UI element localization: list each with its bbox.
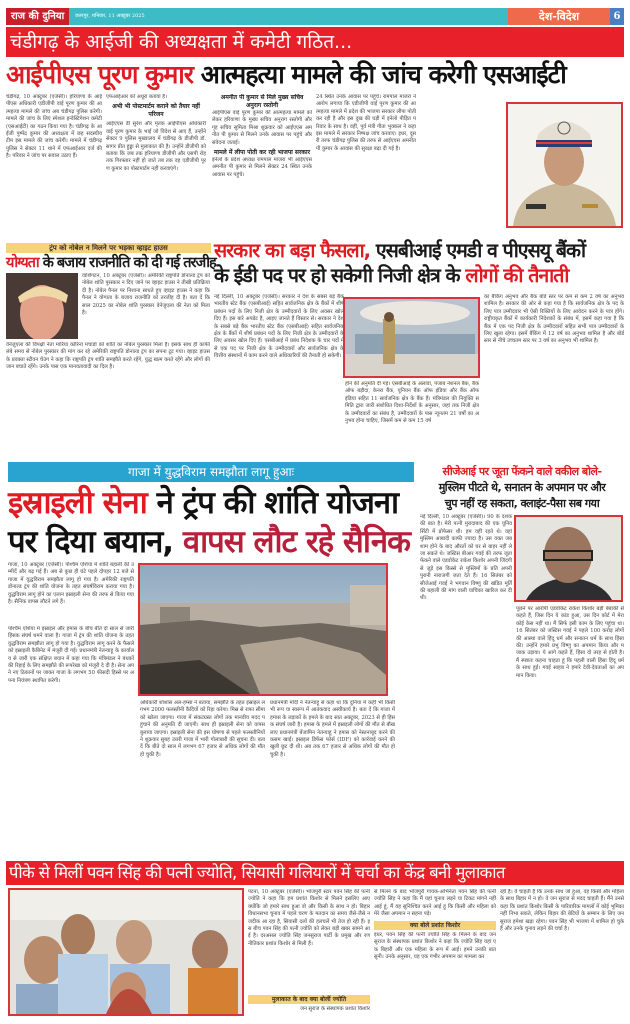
story1-photo[interactable] bbox=[506, 102, 623, 228]
story4-col2: अधिकारी शोशांस अल-हम्सा ने बताया, समझौते के तहत इस्राइल लगभग 2000 फलस्तीनी कैदियों को रिहा करेगा। मिस्र से राफा सीमा को खोला जाएगा। गाजा में संकटग्रस्त लोगों तक मानवीय मदद पहुंचाने की अनुमति दी जाएगी। साथ ही इस्राइली सेना को वापस बुलाया जाएगा। इस्राइली सेना की इस घोषणा से पहले फलस्तीनियों ने शुक्रवार सुबह उत्तरी गाजा में भारी गोलाबारी की सूचना दी। बता दें कि बीते दो साल में लगभग 67 हजार से अधिक लोगों की मौत हो चुकी है। bbox=[140, 700, 265, 758]
sbi-bank-guard-photo-icon bbox=[345, 299, 478, 376]
police-officer-portrait-icon bbox=[508, 104, 621, 226]
story6-headline-bar bbox=[6, 861, 624, 885]
story1-col1: चंडीगढ़, 10 अक्टूबर (एजेंसी)। हरियाणा के आईपीएस अधिकारी एडीजीपी वाई पूरण कुमार की आत्महत्या मामले की जांच अब चंडीगढ़ पुलिस करेगी। मामले की जांच के लिए स्पेशल इन्वेस्टिगेशन कमेटी (एसआईटी) का गठन किया गया है। चंडीगढ़ के आईजी पुष्पेंद्र कुमार की अध्यक्षता में छह सदस्यीय टीम इस मामले की जांच करेगी। मामले में चंडीगढ़ पुलिस ने सेक्टर 11 थाने में एफआईआर दर्ज की है। परिवार ने जांच पर सवाल उठाए हैं। bbox=[6, 94, 102, 160]
story4-col3: प्रधानमंत्री मोदी ने नेतन्याहू से कहा था कि दुनिया में कहीं भी किसी भी रूप या स्वरूप में आतंकवाद अस्वीकार्य है। बता दें कि गाजा में हमास के लड़ाकों के हमले के बाद सात अक्टूबर, 2023 से ही हिंसक संघर्ष जारी है। हमास के हमले में इस्राइली लोगों की मौत से बौखलाए प्रधानमंत्री बेंजामिन नेतन्याहू ने हमास को नेस्तनाबूद करने की कसम खाई। इस्राइल डिफेंस फोर्स (IDF) को कार्रवाई करने की खुली छूट दी थी। अब तक 67 हजार से अधिक लोगों की मौत हो चुकी है। bbox=[270, 700, 395, 758]
gaza-rubble-photo-icon bbox=[140, 565, 386, 694]
story3-headline-black1: एसबीआई एमडी व पीएसयू बैंकों bbox=[375, 239, 586, 262]
story2-headline-black: के बजाय राजनीति को दी गई तरजीह bbox=[42, 255, 216, 271]
story1-col4: 24 स्थित उनके आवास पर पहुंचे। रामपाल माजरा ने आरोप लगाया कि एडीजीपी वाई पूरण कुमार की आत्महत्या मामले में प्रदेश की भाजपा सरकार लीपा पोती कर रही है और इस दुख की घड़ी में इनेलो पीड़ित परिवार के साथ है। वहीं, पूर्व मंत्री गीता भुक्कल ने कहा इस मामले में सरकार निष्पक्ष जांच करवाए। इधर, दूसरी तरफ चंडीगढ़ पुलिस की तरफ से आईएएस अमनीत पी कुमार के आवास की सुरक्षा बढ़ा दी गई है। bbox=[316, 94, 416, 152]
dateline: छतरपुर, शनिवार, 11 अक्टूबर 2025 bbox=[69, 8, 508, 25]
prashant-kishor-jyoti-singh-photo-icon bbox=[10, 890, 242, 1014]
story4-photo[interactable] bbox=[138, 563, 388, 696]
story6-col2-body: से मिलने के बाद भोजपुरी गायक-अभिनेता पवन सिंह की पत्नी ज्योति सिंह ने कहा कि मैं यहां चुनाव लड़ने या टिकट मांगने नहीं आई हूं, मैं यह सुनिश्चित करने आई हूं कि किसी और महिला को मेरे जैसा अपमान न सहना पड़े। bbox=[374, 889, 496, 918]
story6-col2 bbox=[374, 889, 496, 1021]
rakesh-kishore-portrait-icon bbox=[516, 517, 621, 600]
story3-headline-black2: के ईडी पद पर हो सकेगी निजी क्षेत्र के bbox=[214, 264, 460, 287]
story1-col3-body: आईपीएस वाई पूरण कुमार की आत्महत्या मामले को लेकर हरियाणा के मुख्य सचिव अनुराग रस्तोगी और गृह सचिव सुमिता मिश्रा शुक्रवार को आईएएस अमनीत पी कुमार से मिलने उनके आवास पर पहुंचे और संवेदना जताई। bbox=[212, 110, 312, 146]
story1-col3 bbox=[212, 94, 312, 234]
story4-headline-black2: पर दिया बयान, bbox=[8, 524, 174, 560]
masthead bbox=[6, 8, 624, 25]
story6-col1-body: पटना, 10 अक्टूबर (एजेंसी)। भोजपुरी स्टार पवन सिंह की पत्नी ज्योति ने कहा कि हम प्रशांत किशोर से मिलने इसलिए आए क्योंकि जो हमारे साथ हुआ वो और किसी के साथ न हो। बिहार विधानसभा चुनाव में पहले चरण के मतदान का समय जैसे-जैसे नजदीक आ रहा है, सियासी दलों की हलचलें भी तेज हो रही हैं। इस बीच पवन सिंह की पत्नी ज्योति को लेकर बड़ी खबर सामने आई है। दरअसल ज्योति सिंह जनसुराज पार्टी के प्रमुख और रणनीतिकार प्रशांत किशोर से मिली हैं। bbox=[248, 889, 370, 947]
story6-photo[interactable] bbox=[8, 888, 244, 1016]
story4-headline-red2: वापस लौट रहे सैनिक bbox=[182, 524, 410, 560]
story3-headline[interactable] bbox=[214, 238, 585, 288]
story5-col1: नई दिल्ली, 10 अक्टूबर (एजेंसी)। 90 के दशक की बात है। मेरी पत्नी मुरादाबाद की एक यूनिवर्सिटी में प्रोफेसर थी। हम वहीं रहते थे। वहां मुस्लिम आबादी काफी ज्यादा है। उस वक्त जब शाम होने के बाद औरतों को घर से बाहर नहीं ले जा सकते थे। जस्टिस बीआर गवई की तरफ जूता फेंकने वाले एडवोकेट राकेश किशोर अपनी जिंदगी से जुड़े इस किस्से से मुस्लिमों के प्रति अपनी पुरानी नाराजगी जता देते हैं। 16 सितंबर को सीजेआई गवई ने भगवान विष्णु की खंडित मूर्ति की बहाली की मांग वाली याचिका खारिज कर दी थी। bbox=[420, 514, 512, 602]
story4-col1-top: गाजा, 10 अक्टूबर (एजेंसी)। पश्चिम एशिया में शांति बहाली की उम्मीदें और बढ़ गई हैं। अब से कुछ ही घंटे पहले दोपहर 12 बजे से गाजा में युद्धविराम समझौता लागू हो गया है। अमेरिकी राष्ट्रपति डोनाल्ड ट्रंप की शांति योजना के तहत संघर्षविराम कराया गया है। युद्धविराम लागू होने का एलान इस्राइली सेना की तरफ से किया गया है। सैनिक वापस लौटने लगे हैं। bbox=[8, 562, 134, 606]
story6-headline[interactable]: पीके से मिलीं पवन सिंह की पत्नी ज्योति, सियासी गलियारों में चर्चा का केंद्र बनी मुलाकात bbox=[9, 863, 505, 882]
story2-body-top: वाशिंगटन, 10 अक्टूबर (एजेंसी)। अमेरिकी राष्ट्रपति डोनाल्ड ट्रंप को नोबेल शांति पुरस्कार न दिए जाने पर व्हाइट हाउस ने तीखी प्रतिक्रिया दी है। नोबेल पैनल पर निशाना साधते हुए व्हाइट हाउस ने कहा कि पैनल ने योग्यता के बजाय राजनीति को तरजीह दी है। बता दें कि साल 2025 का नोबेल शांति पुरस्कार वेनेजुएला की नेता को मिला है। bbox=[82, 273, 210, 317]
story1-col2-lead: एफआईआर को अधूरा बताया है। bbox=[106, 94, 168, 100]
story4-col1-bottom: पश्चिम एशिया में इस्राइल और हमास के बीच बीते दो साल से जारी हिंसक संघर्ष थमने वाला है। गाजा में ट्रंप की शांति योजना के तहत युद्धविराम समझौता लागू हो गया है। युद्धविराम लागू करने के फैसले को इस्राइली कैबिनेट में मंजूरी दी गई। प्रधानमंत्री नेतन्याहू के कार्यालय से जारी एक संक्षिप्त बयान में कहा गया कि मंत्रिमंडल ने बंधकों की रिहाई के लिए समझौते की रूपरेखा को मंजूरी दे दी है। सेना अपने नए ठिकानों पर जाकर गाजा के लगभग 50 फीसदी हिस्से पर अपना नियंत्रण स्थापित करेगी। bbox=[8, 626, 134, 684]
donald-trump-portrait-icon bbox=[6, 273, 78, 339]
story3-col3: का बैंकिंग अनुभव और बैंक बोर्ड स्तर पर कम से कम 2 वर्ष का अनुभव शामिल है। सरकार की ओर से कहा गया है कि सार्वजनिक क्षेत्र के पद के लिए पात्र उम्मीदवार भी ऐसी रिक्तियों के लिए आवेदन करने के पात्र होंगे। राष्ट्रीयकृत बैंकों में कार्यकारी निदेशकों के संबंध में, इसमें कहा गया है कि बैंक में एक पद निजी क्षेत्र के उम्मीदवारों सहित सभी पात्र उम्मीदवारों के लिए खुला रहेगा। इसमें बैंकिंग में 12 वर्ष का अनुभव शामिल है और बोर्ड स्तर से नीचे उच्चतम स्तर पर 3 वर्ष का अनुभव भी शामिल है। bbox=[484, 294, 624, 345]
story1-col2-body: आईएएस डी सुरेश और मृतक आईपीएस अधिकारी वाई पूरण कुमार के भाई जो विदेश से आए हैं, उन्होंने सेक्टर 9 पुलिस मुख्यालय में चंडीगढ़ के डीजीपी डॉ. सागर प्रीत हुड्डा से मुलाकात की है। उन्होंने डीजीपी को बताया कि जब तक हरियाणा डीजीपी और एसपी रोहतक गिरफ्तार नहीं हो जाते तब तक वह एडीजीपी पूरण कुमार का पोस्टमार्टम नहीं करवाएंगे। bbox=[106, 121, 206, 172]
story5-col2: पूछने पर आरोपी एडवोकेट राकेश किशोर बड़ी बेबाकी से कहते हैं, जिस दिन ये कांड हुआ, उस दिन कोर्ट में मेरा कोई केस नहीं था। मैं सिर्फ इसी काम के लिए पहुंचा था। 16 सितंबर को जस्टिस गवई ने पहले 100 करोड़ लोगों की आस्था वाले हिंदू धर्म और सनातन धर्म के साथ हिंसा की। उन्होंने हमारे प्रभु विष्णु का अपमान किया और मजाक उड़ाया। ये आगे कहते हैं, हिंसा दो तरह से होती है। मैं स्पष्टतः कहना चाहता हूं कि पहली वाली हिंसा हिंदू धर्म के साथ हुई। गवई साहब ने हमारे देवी-देवताओं का अपमान किया। bbox=[516, 606, 624, 679]
story4-kicker: गाजा में युद्धविराम समझौता लागू हुआः bbox=[127, 465, 295, 479]
story1-col3-subhead2: मामले में लीपा पोती कर रही भाजपा सरकार bbox=[213, 149, 311, 157]
story1-col2 bbox=[106, 94, 206, 234]
story5-photo[interactable] bbox=[514, 515, 623, 602]
story1-kicker-bar bbox=[6, 27, 624, 57]
story1-col3-body2: इनेलो के प्रदेश अध्यक्ष रामपाल माजरा भी आईएएस अमनीत पी कुमार से मिलने सेक्टर 24 स्थित उनके आवास पर पहुंचे। bbox=[212, 157, 312, 178]
story5-headline-red: सीजेआई पर जूता फेंकने वाले वकील बोले- bbox=[442, 465, 602, 478]
story6-col2-sub-body: इधर, पवन सिंह की पत्नी ज्योति सिंह के मिलने के बाद जन सुराज के संस्थापक प्रशांत किशोर ने कहा कि ज्योति सिंह यहां एक बिहारी और एक महिला के रूप में आईं। हमने उनकी बात सुनी। उनके अनुसार, यह एक गंभीर अपमान का मामला कर bbox=[374, 932, 496, 961]
story4-headline-red: इस्राइली सेना bbox=[8, 485, 147, 521]
story4-headline[interactable] bbox=[8, 484, 410, 562]
story4-kicker-bar bbox=[8, 462, 414, 482]
story4-headline-black1: ने ट्रंप की शांति योजना bbox=[156, 485, 399, 521]
story6-col3: रही हैं। वे चाहती हैं कि उनके साथ जो हुआ, वह किसी और महिला के साथ बिहार में न हो। वे जन सुराज से मदद चाहती हैं। मैंने उनसे कहा कि प्रशांत किशोर किसी के पारिवारिक मामलों में कोई भूमिका नहीं निभा सकते, लेकिन बिहार की बेटियों के सम्मान के लिए जन सुराज हमेशा खड़ा रहेगा। पवन सिंह भी भाजपा में शामिल हो चुके हैं और उनके चुनाव लड़ने की चर्चा है। bbox=[500, 889, 624, 933]
story1-headline-black: आत्महत्या मामले की जांच करेगी एसआईटी bbox=[200, 60, 566, 89]
story3-col2: होने की अनुमति दी गई। एसबीआई के अलावा, पंजाब नेशनल बैंक, बैंक ऑफ बड़ौदा, केनरा बैंक, यूनियन बैंक ऑफ इंडिया और बैंक ऑफ इंडिया सहित 11 सार्वजनिक क्षेत्र के बैंक हैं। मंत्रिमंडल की नियुक्ति समिति द्वारा जारी संशोधित दिशा-निर्देशों के अनुसार, जहां तक निजी क्षेत्र के उम्मीदवारों का संबंध है, उम्मीदवारों के पास न्यूनतम 21 वर्षों का अनुभव होना चाहिए, जिसमें कम से कम 15 वर्ष bbox=[345, 381, 479, 425]
story3-col1: नई दिल्ली, 10 अक्टूबर (एजेंसी)। सरकार ने देश के सबसे बड़े बैंक भारतीय स्टेट बैंक (एसबीआई) सहित सार्वजनिक क्षेत्र के बैंकों में शीर्ष प्रबंधन पदों के लिए निजी क्षेत्र के उम्मीदवारों के लिए अवसर खोल दिए हैं। इस बारे अपडेट है, आइए जानते हैं विस्तार से। सरकार ने देश के सबसे बड़े बैंक भारतीय स्टेट बैंक (एसबीआई) सहित सार्वजनिक क्षेत्र के बैंकों में शीर्ष प्रबंधन पदों के लिए निजी क्षेत्र के उम्मीदवारों के लिए अवसर खोल दिए हैं। एसबीआई में प्रबंध निदेशक के चार पदों में से एक पद पर निजी क्षेत्र के उम्मीदवारों और सार्वजनिक क्षेत्र के वित्तीय संस्थानों में काम करने वाले अधिकारियों की तैनाती हो सकेगी। bbox=[214, 294, 344, 360]
story2-headline-red: योग्यता bbox=[6, 255, 39, 271]
story1-headline-red: आईपीएस पूरण कुमार bbox=[6, 60, 193, 89]
story1-kicker: चंडीगढ़ के आईजी की अध्यक्षता में कमेटी गठित... bbox=[10, 31, 353, 53]
story6-col1 bbox=[248, 889, 370, 1021]
story6-col1-sub-body: जन सुराज के संस्थापक प्रशांत किशोर bbox=[300, 1006, 370, 1012]
story1-headline[interactable] bbox=[6, 60, 566, 90]
story2-kicker: ट्रंप को नोबेल न मिलने पर भड़का व्हाइट हाउस bbox=[6, 243, 211, 253]
story1-col2-subhead: अभी भी पोस्टमार्टम कराने को तैयार नहीं परिजन bbox=[112, 103, 200, 119]
story3-photo[interactable] bbox=[343, 297, 480, 378]
story6-col2-subhead: क्या बोले प्रशांत किशोर bbox=[374, 921, 496, 930]
section-label: देश-विदेश bbox=[508, 8, 610, 25]
story5-headline[interactable] bbox=[420, 464, 624, 512]
page-number: 6 bbox=[610, 8, 624, 25]
paper-name[interactable]: राज की दुनिया bbox=[6, 8, 69, 25]
story1-col3-subhead: अमनीत पी कुमार से मिले मुख्य सचिव अनुराग रस्तोगी bbox=[220, 94, 304, 109]
story5-headline-black1: मुस्लिम पीटते थे, सनातन के अपमान पर और bbox=[438, 481, 606, 494]
story2-headline[interactable] bbox=[6, 254, 216, 272]
story3-headline-red1: सरकार का बड़ा फैसला, bbox=[214, 239, 371, 262]
story6-col1-subhead: मुलाकात के बाद क्या बोलीं ज्योति bbox=[248, 995, 370, 1004]
story3-headline-red2: लोगों की तैनाती bbox=[465, 264, 569, 287]
story5-headline-black2: चुप नहीं रह सकता, क्लाइंट-पैसा सब गया bbox=[444, 497, 600, 510]
story2-photo[interactable] bbox=[6, 273, 78, 339]
story2-body-bottom: वेनेजुएला की विपक्षी नेता मारिया कोरिना मचाडो को शांति का नोबेल पुरस्कार मिला है। इसके साथ ही काफी लंबे समय से नोबेल पुरस्कार की मांग कर रहे अमेरिकी राष्ट्रपति डोनाल्ड ट्रंप का सपना टूट गया। व्हाइट हाउस के प्रवक्ता स्टीवन चेउंग ने कहा कि राष्ट्रपति ट्रंप शांति समझौते करते रहेंगे, युद्ध खत्म करते रहेंगे और लोगों की जान बचाते रहेंगे। उनके पास एक मानवतावादी का दिल है। bbox=[6, 342, 210, 371]
